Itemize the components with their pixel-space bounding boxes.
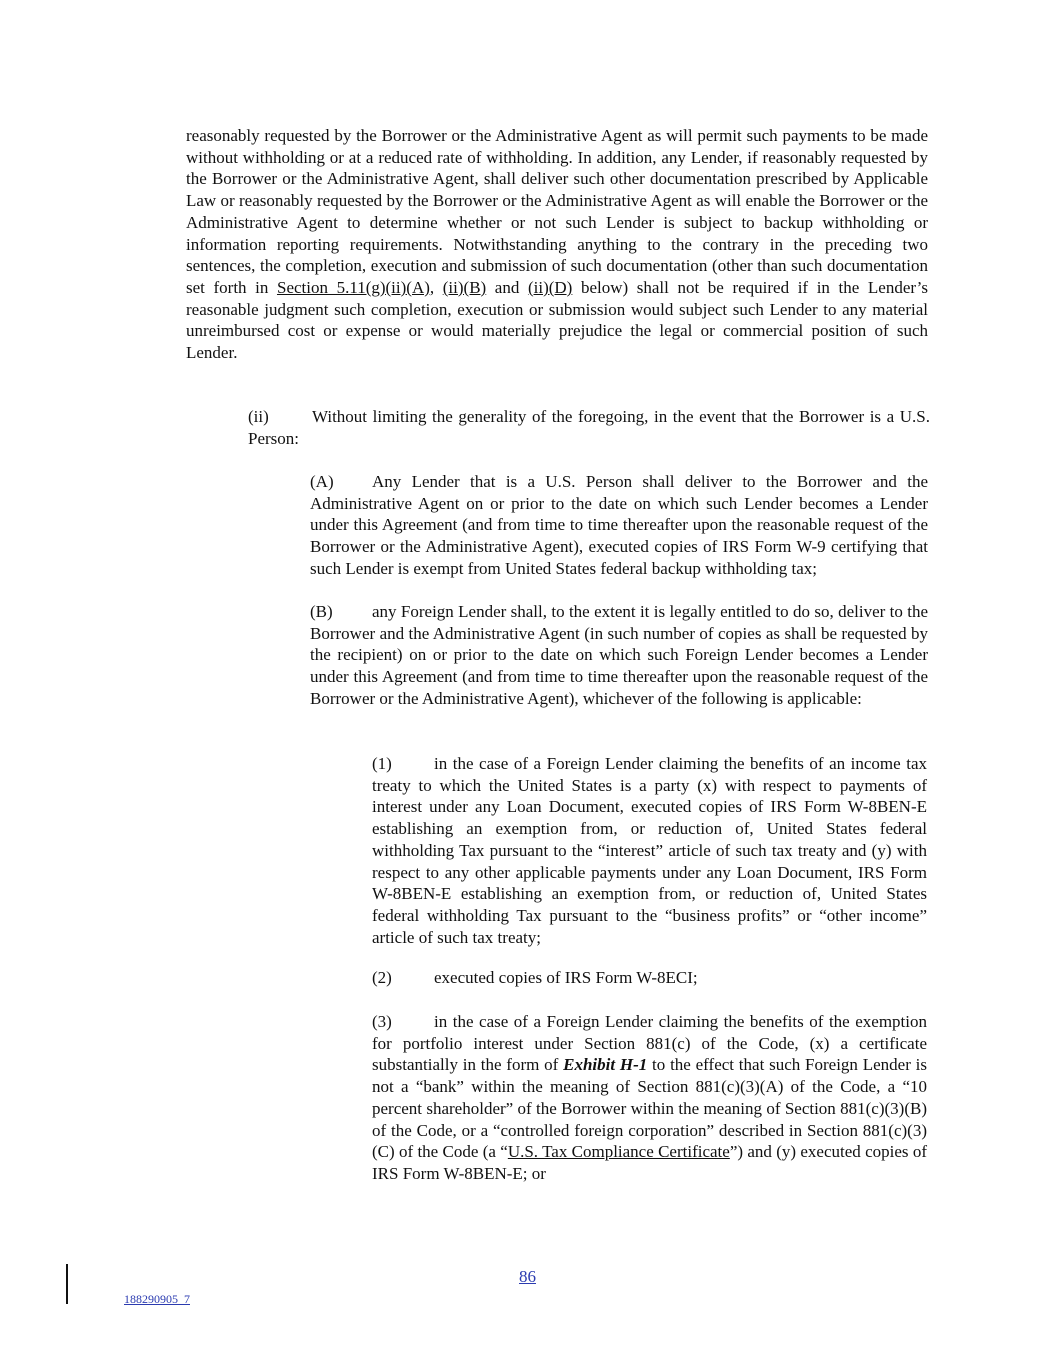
intro-separator-1: , [429, 277, 443, 297]
clause-marker-3: (3) [372, 1012, 392, 1031]
clause-text-b: any Foreign Lender shall, to the extent it is legally entitled to do so, deliver to the Borrower and the Administrative Agent (in such number of copies as shall be requested by the recipient) on or prior to the date on which such Foreign Lender becomes a Lender under this Agreement (and from time to time thereafter upon the reasonable request of the Borrower or the Administrative Agent), whichever of the following is applicable: [310, 602, 928, 708]
intro-text-after-ref: below) shall not be required if in the Lender’s reasonable judgment such completion, execution or submission would subject such Lender to any material unreimbursed cost or expense or would materially prejudice the legal or commercial position of such Lender. [186, 277, 929, 363]
clause-marker-2: (2) [372, 968, 392, 987]
subsection-reference-ii-b[interactable]: (ii)(B) [442, 277, 487, 297]
clause-text-3-after: to the effect that such Foreign Lender is not a “bank” within the meaning of Section 881(c)(3)(A) of the Code, a “10 percent shareholder” of the Borrower within the meaning of Section 881(c)(3)(B) of the Code, or a “controlled foreign corporation” described in Section 881(c)(3)(C) of the Code (a “ [372, 1055, 927, 1162]
paragraph-b [248, 601, 928, 710]
paragraph-3 [310, 1011, 927, 1185]
paragraph-ii [186, 406, 930, 449]
clause-text-a: Any Lender that is a U.S. Person shall deliver to the Borrower and the Administrative Agent on or prior to the date on which such Lender becomes a Lender under this Agreement (and from time to time thereafter upon the reasonable request of the Borrower or the Administrative Agent), executed copies of IRS Form W-9 certifying that such Lender is exempt from United States federal backup withholding tax; [310, 472, 928, 578]
subsection-reference-ii-d[interactable]: (ii)(D) [527, 277, 573, 297]
intro-separator-2: and [486, 277, 528, 297]
clause-text-1: in the case of a Foreign Lender claiming the benefits of an income tax treaty to which the United States is a party (x) with respect to payments of interest under any Loan Document, executed copies of IRS Form W-8BEN-E establishing an exemption from, or reduction of, United States federal withholding Tax pursuant to the “interest” article of such tax treaty and (y) with respect to any other applicable payments under any Loan Document, IRS Form W-8BEN-E establishing an exemption from, or reduction of, United States federal withholding Tax pursuant to the “business profits” or “other income” article of such tax treaty; [372, 754, 927, 947]
clause-text-3-before: in the case of a Foreign Lender claiming the benefits of the exemption for portfolio interest under Section 881(c) of the Code, (x) a certificate substantially in the form of [372, 1012, 927, 1075]
clause-marker-ii: (ii) [248, 407, 269, 426]
paragraph-2 [310, 967, 927, 989]
document-id[interactable]: 188290905_7 [124, 1292, 190, 1306]
paragraph-intro [186, 125, 928, 364]
clause-marker-b: (B) [310, 602, 333, 621]
paragraph-a [248, 471, 928, 580]
page-number[interactable]: 86 [519, 1267, 536, 1286]
defined-term: U.S. Tax Compliance Certificate [507, 1142, 730, 1162]
clause-text-2: executed copies of IRS Form W-8ECI; [434, 968, 698, 987]
paragraph-1 [310, 753, 927, 948]
exhibit-reference: Exhibit H-1 [563, 1055, 648, 1075]
clause-marker-a: (A) [310, 472, 334, 491]
intro-text-before-ref: reasonably requested by the Borrower or the Administrative Agent as will permit such payments to be made without withholding or at a reduced rate of withholding. In addition, any Lender, if reasonably requested by the Borrower or the Administrative Agent, shall deliver such other documentation prescribed by Applicable Law or reasonably requested by the Borrower or the Administrative Agent as will enable the Borrower or the Administrative Agent to determine whether or not such Lender is subject to backup withholding or information reporting requirements. Notwithstanding anything to the contrary in the preceding two sentences, the completion, execution and submission of such documentation (other than such documentation set forth in [186, 126, 928, 297]
section-reference-link[interactable]: Section 5.11(g)(ii)(A) [276, 277, 430, 297]
clause-marker-1: (1) [372, 754, 392, 773]
clause-text-ii: Without limiting the generality of the foregoing, in the event that the Borrower is a U.S. Person: [248, 407, 930, 448]
clause-text-3-end: ”) and (y) executed copies of IRS Form W-8BEN-E; or [372, 1142, 928, 1183]
